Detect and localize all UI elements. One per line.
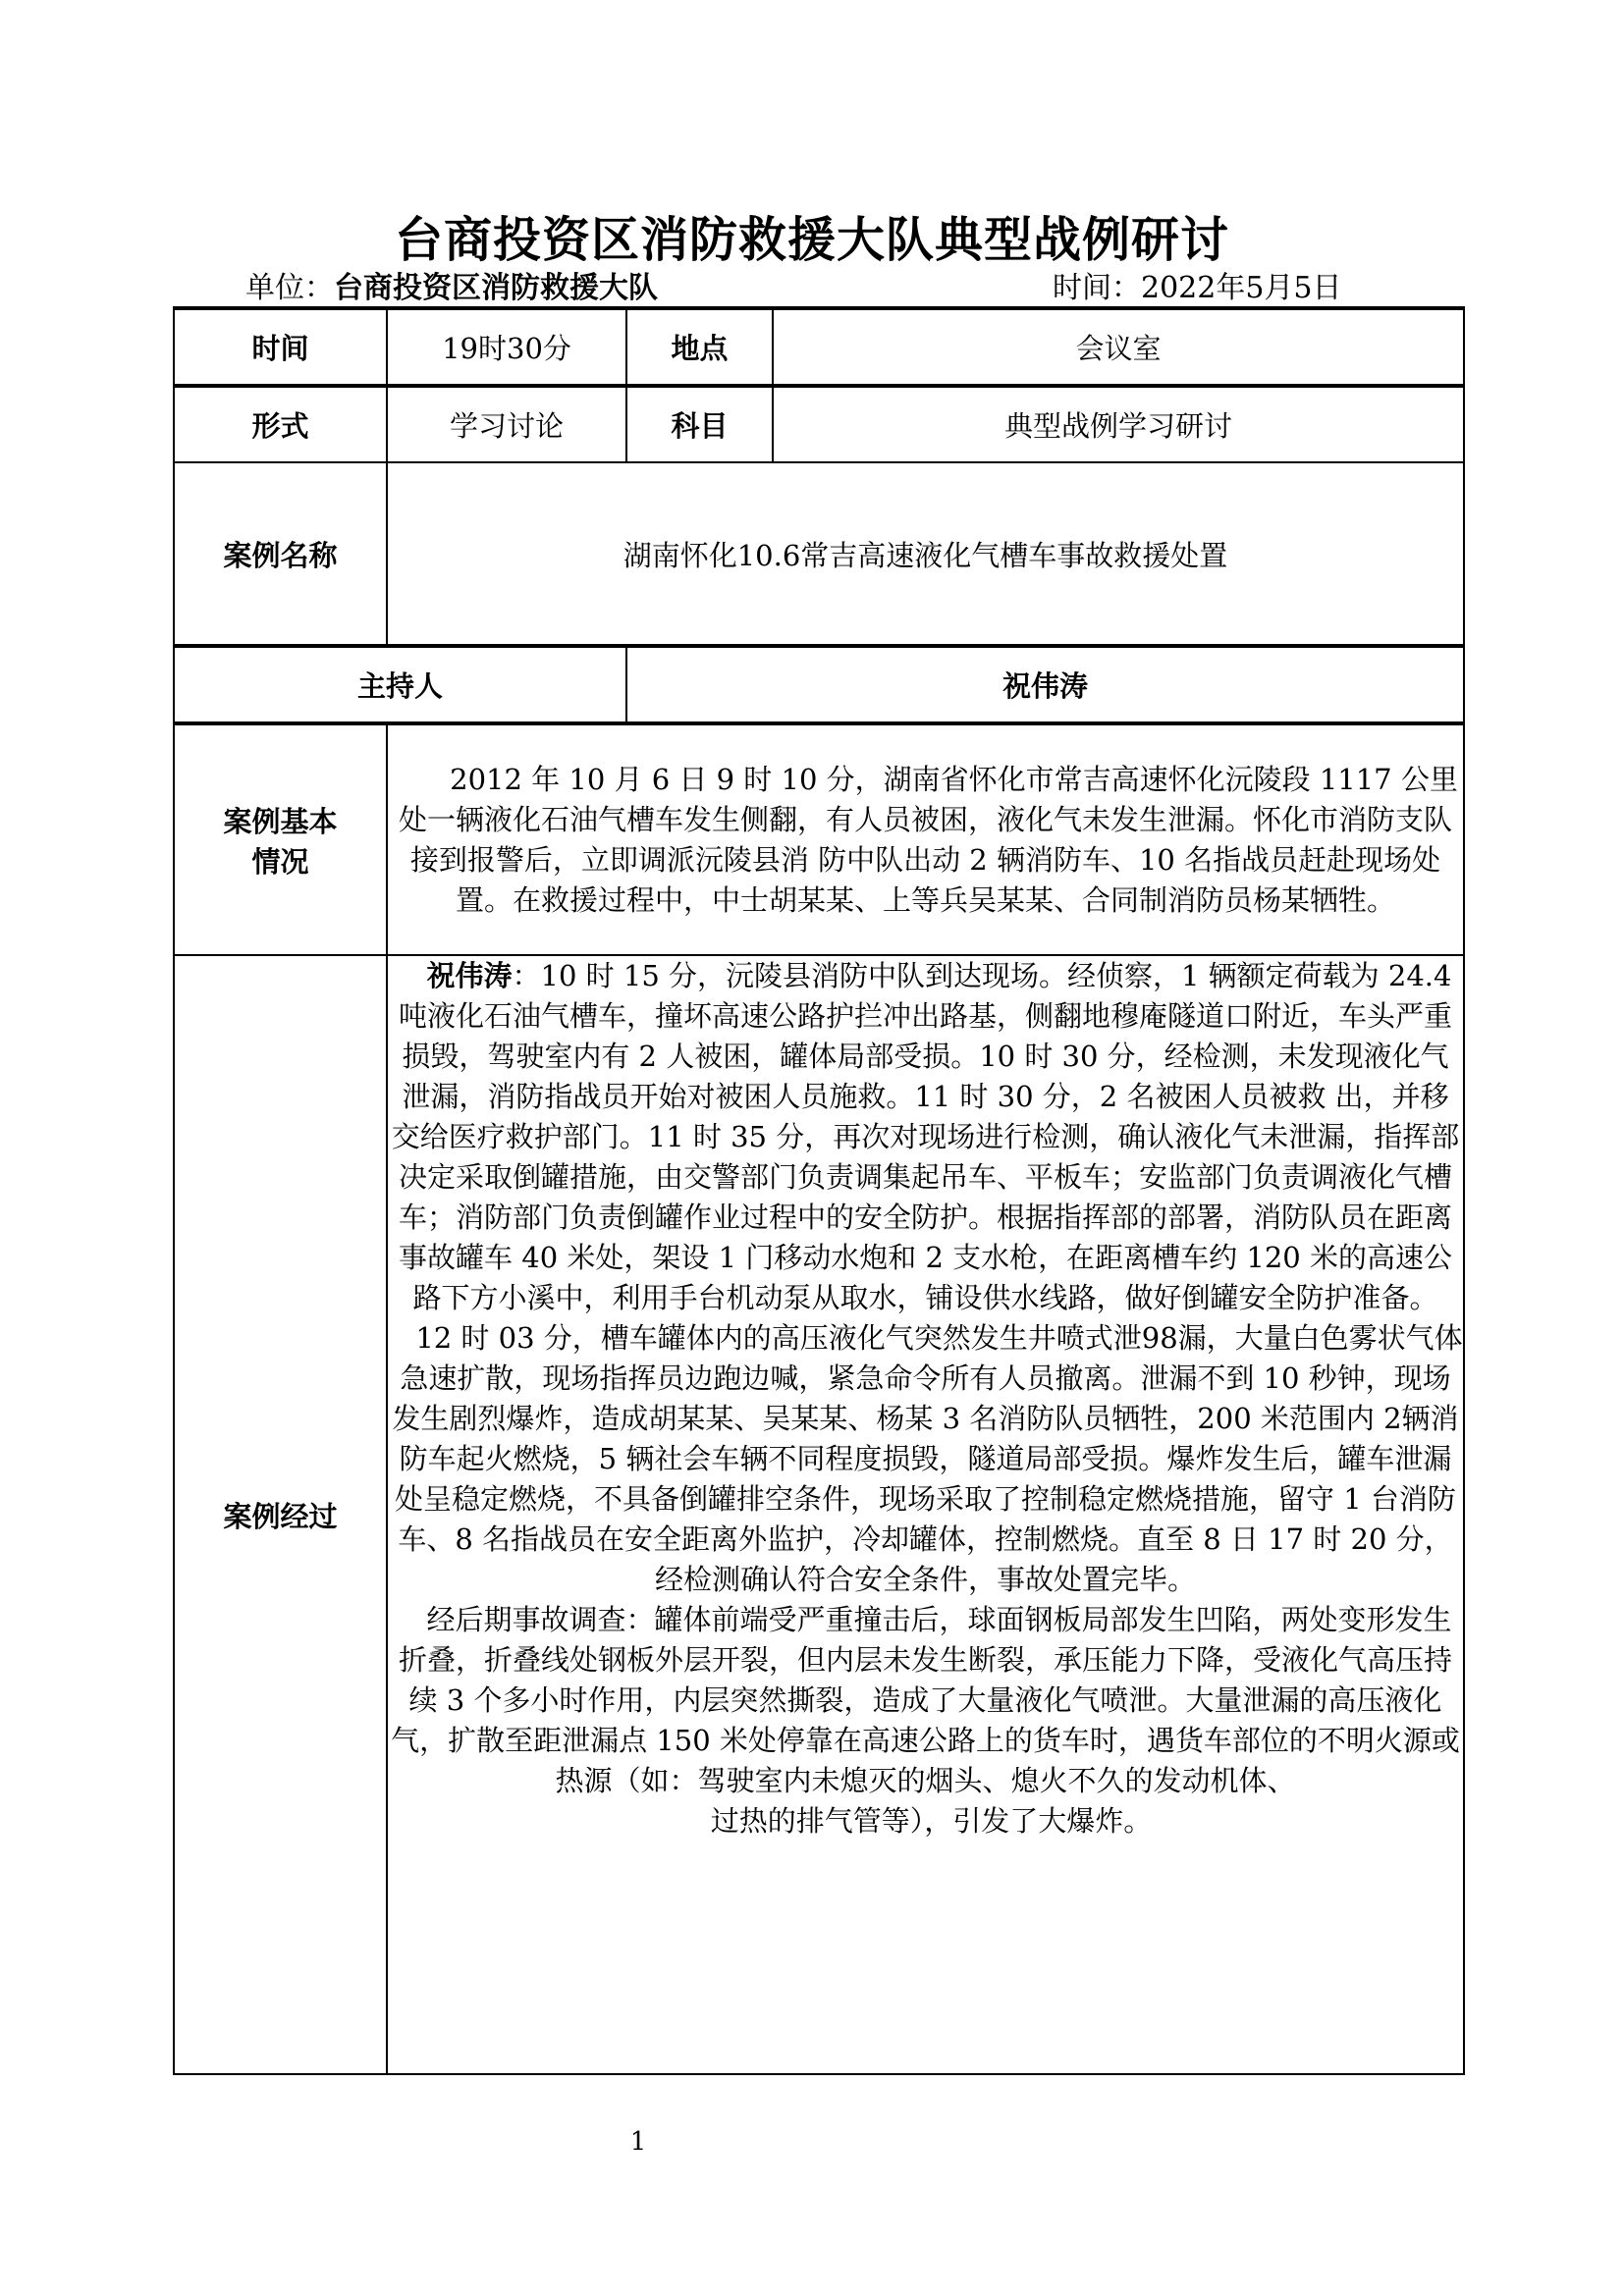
table-row-time-place — [174, 308, 1464, 386]
process-paragraph: 经后期事故调查：罐体前端受严重撞击后，球面钢板局部发生凹陷，两处变形发生折叠，折叠线处钢板外层开裂，但内层未发生断裂，承压能力下降，受液化气高压持续 3 个多小时作用，内层突然撕裂，造成了大量液化气喷泄。大量泄漏的高压液化气，扩散至距泄漏点 150 米处停靠在高速公路上的货车时，遇货车部位的不明火源或热源（如：驾驶室内未熄灭的烟头、熄火不久的发动机体、 — [391, 1603, 1460, 1797]
case-name-value: 湖南怀化10.6常吉高速液化气槽车事故救援处置 — [387, 462, 1464, 646]
table-row-case-name — [174, 462, 1464, 646]
process-paragraph: 过热的排气管等），引发了大爆炸。 — [710, 1804, 1153, 1838]
process-cell — [387, 955, 1464, 2074]
host-value: 祝伟涛 — [626, 646, 1464, 723]
process-paragraph — [388, 956, 1463, 1318]
unit-value: 台商投资区消防救援大队 — [334, 271, 658, 305]
basic-info-cell — [387, 723, 1464, 955]
process-label: 案例经过 — [174, 955, 387, 2074]
basic-info-label-line1: 案例基本 — [223, 804, 338, 838]
form-label: 形式 — [174, 386, 387, 462]
time-label: 时间 — [174, 308, 387, 386]
case-name-label: 案例名称 — [174, 462, 387, 646]
seminar-record-table — [173, 306, 1465, 2075]
basic-info-label-line2: 情况 — [251, 844, 309, 879]
date-value: 2022年5月5日 — [1141, 271, 1342, 305]
place-value: 会议室 — [773, 308, 1464, 386]
process-paragraph: 12 时 03 分，槽车罐体内的高压液化气突然发生井喷式泄98漏，大量白色雾状气体急速扩散，现场指挥员边跑边喊，紧急命令所有人员撤离。泄漏不到 10 秒钟，现场发生剧烈爆炸，造成胡某某、吴某某、杨某 3 名消防队员牺牲，200 米范围内 2辆消防车起火燃烧，5 辆社会车辆不同程度损毁，隧道局部受损。爆炸发生后，罐车泄漏处呈稳定燃烧，不具备倒罐排空条件，现场采取了控制稳定燃烧措施，留守 1 台消防车、8 名指战员在安全距离外监护，冷却罐体，控制燃烧。直至 8 日 17 时 20 分，经检测确认符合安全条件，事故处置完毕。 — [392, 1321, 1463, 1596]
subject-value: 典型战例学习研讨 — [773, 386, 1464, 462]
table-row-basic-info — [174, 723, 1464, 955]
process-paragraph-text: ：10 时 15 分，沅陵县消防中队到达现场。经侦察，1 辆额定荷载为 24.4 吨液化石油气槽车，撞坏高速公路护拦冲出路基，侧翻地穆庵隧道口附近，车头严重损毁，驾驶室内有 2 人被困，罐体局部受损。10 时 30 分，经检测，未发现液化气泄漏，消防指战员开始对被困人员施救。11 时 30 分，2 名被困人员被救 出，并移交给医疗救护部门。11 时 35 分，再次对现场进行检测，确认液化气未泄漏，指挥部决定采取倒罐措施，由交警部门负责调集起吊车、平板车；安监部门负责调液化气槽车；消防部门负责倒罐作业过程中的安全防护。根据指挥部的部署，消防队员在距离事故罐车 40 米处，架设 1 门移动水炮和 2 支水枪，在距离槽车约 120 米的高速公路下方小溪中，利用手台机动泵从取水，铺设供水线路，做好倒罐安全防护准备。 — [391, 959, 1460, 1314]
basic-info-text: 2012 年 10 月 6 日 9 时 10 分，湖南省怀化市常吉高速怀化沅陵段 1117 公里处一辆液化石油气槽车发生侧翻，有人员被困，液化气未发生泄漏。怀化市消防支队接到报警后，立即调派沅陵县消 防中队出动 2 辆消防车、10 名指战员赶赴现场处置。在救援过程中，中士胡某某、上等兵吴某某、合同制消防员杨某牺牲。 — [398, 762, 1458, 917]
page-number: 1 — [629, 2127, 647, 2157]
speaker-name: 祝伟涛 — [426, 959, 513, 992]
date-line — [1053, 271, 1342, 306]
time-value: 19时30分 — [387, 308, 626, 386]
subject-label: 科目 — [626, 386, 773, 462]
table-row-host — [174, 646, 1464, 723]
host-label: 主持人 — [174, 646, 626, 723]
unit-line — [245, 271, 658, 306]
basic-info-label — [174, 723, 387, 955]
table-row-process — [174, 955, 1464, 2074]
unit-label: 单位： — [245, 271, 334, 305]
document-title: 台商投资区消防救援大队典型战例研讨 — [394, 212, 1229, 268]
place-label: 地点 — [626, 308, 773, 386]
date-label: 时间： — [1053, 271, 1141, 305]
form-value: 学习讨论 — [387, 386, 626, 462]
table-row-form-subject — [174, 386, 1464, 462]
